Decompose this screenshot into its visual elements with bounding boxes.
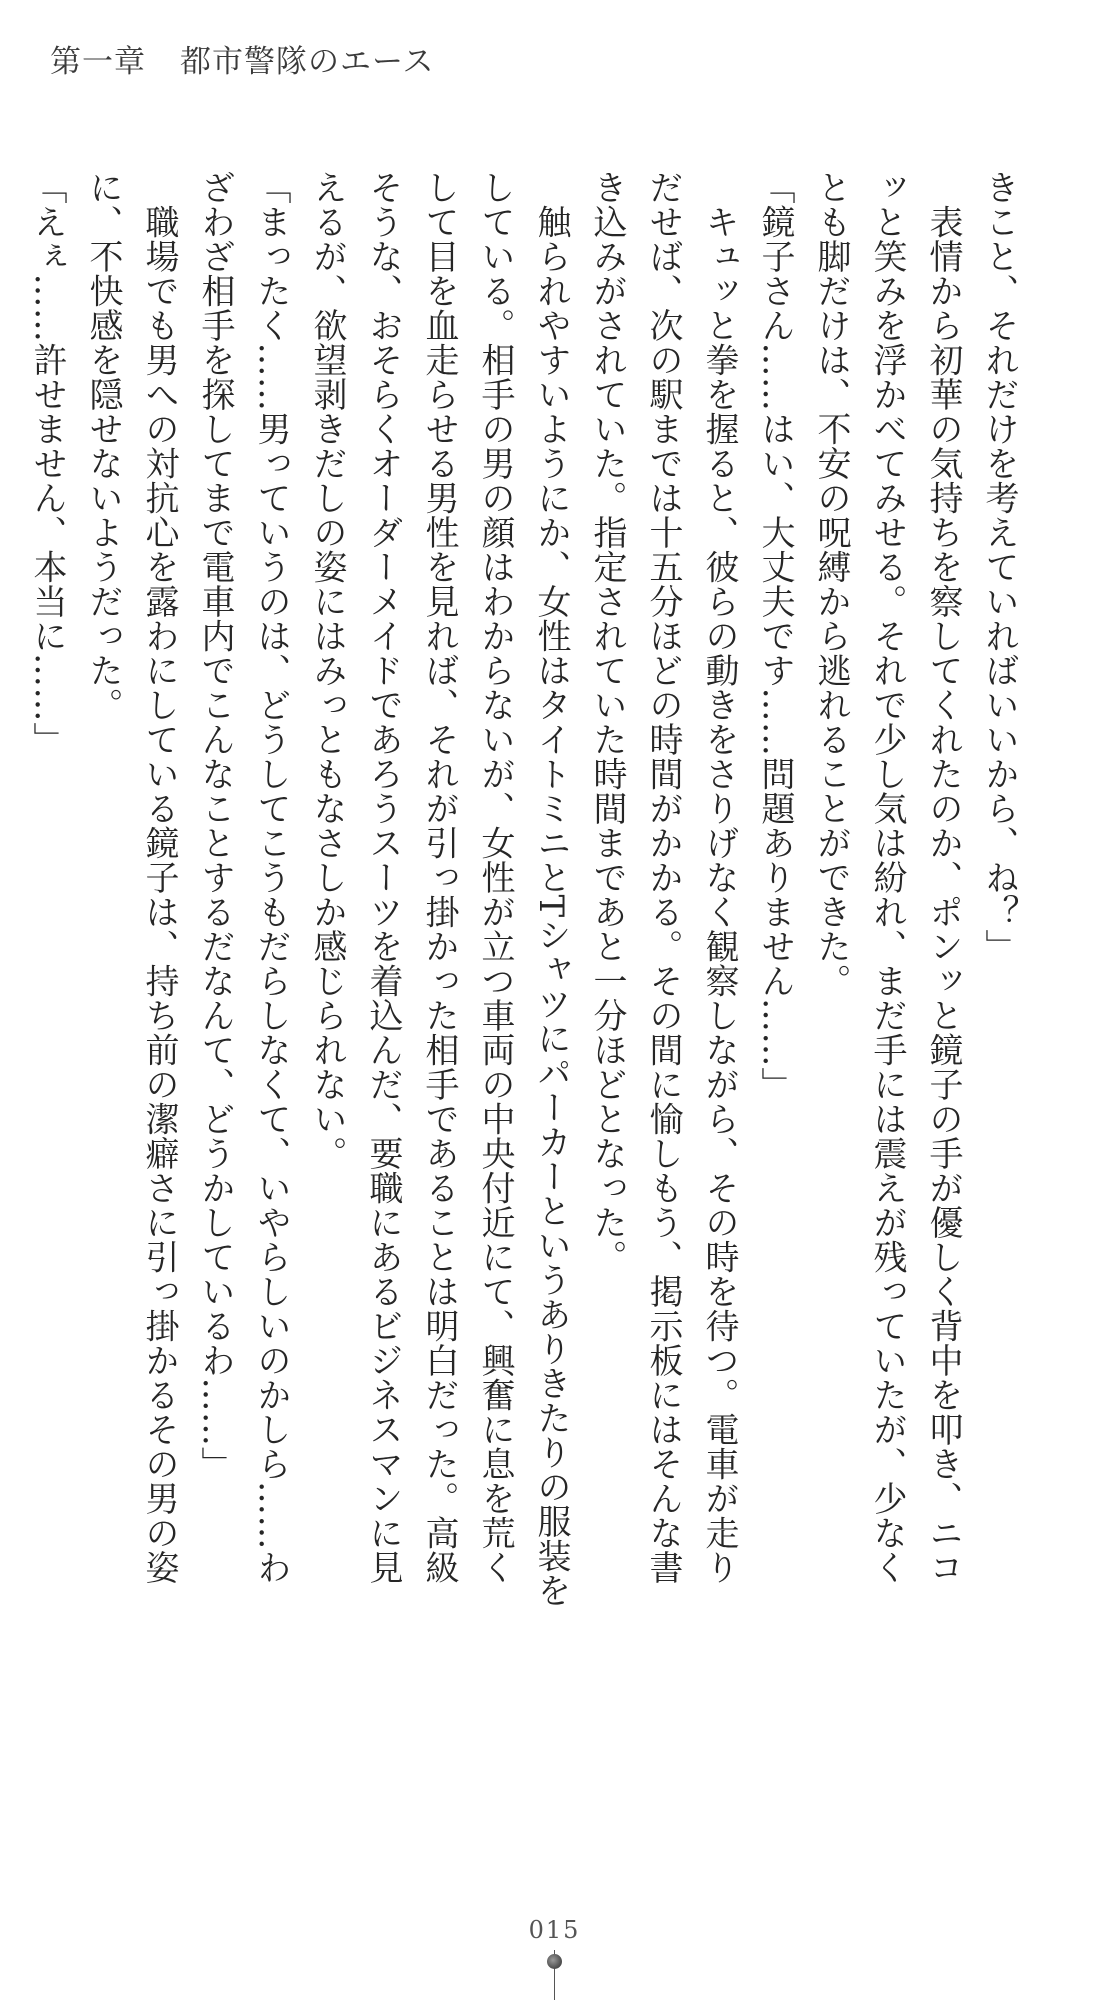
vertical-body-text [27,170,1027,1610]
dialogue-line: 「鏡子さん……はい、大丈夫です……問題ありません……」 [755,170,795,1102]
page-ornament-dot [547,1954,562,1969]
dialogue-line: 「まったく……男っていうのは、どうしてこうもだらしなくて、いやらしいのかしら……わざわざ相手を探してまで電車内でこんなことするだなんて、どうかしているわ……」 [195,170,291,1585]
paragraph: 表情から初華の気持ちを察してくれたのか、ポンッと鏡子の手が優しく背中を叩き、ニコッと笑みを浮かべてみせる。それで少し気は紛れ、まだ手には震えが残っていたが、少なくとも脚だけは、不安の呪縛から逃れることができた。 [811,170,963,1585]
page-number: 015 [528,1916,581,1944]
running-header [50,36,434,81]
paragraph: 触られやすいようにか、女性はタイトミニとTシャツにパーカーというありきたりの服装をしている。相手の男の顔はわからないが、女性が立つ車両の中央付近にて、興奮に息を荒くして目を血走らせる男性を見れば、それが引っ掛かった相手であることは明白だった。高級そうな、おそらくオーダーメイドであろうスーツを着込んだ、要職にあるビジネスマンに見えるが、欲望剥きだしの姿にはみっともなさしか感じられない。 [307,170,571,1608]
dialogue-line: 「えぇ……許せません、本当に……」 [27,170,67,757]
chapter-number: 第一章 [50,44,146,80]
paragraph: キュッと拳を握ると、彼らの動きをさりげなく観察しながら、その時を待つ。電車が走りだせば、次の駅までは十五分ほどの時間がかかる。その間に愉しもう、掲示板にはそんな書き込みがされていた。指定されていた時間まであと一分ほどとなった。 [587,170,739,1585]
chapter-title: 都市警隊のエース [180,44,435,80]
paragraph: 職場でも男への対抗心を露わにしている鏡子は、持ち前の潔癖さに引っ掛かるその男の姿に、不快感を隠せないようだった。 [83,170,179,1585]
paragraph: きこと、それだけを考えていればいいから、ね？」 [979,170,1019,964]
